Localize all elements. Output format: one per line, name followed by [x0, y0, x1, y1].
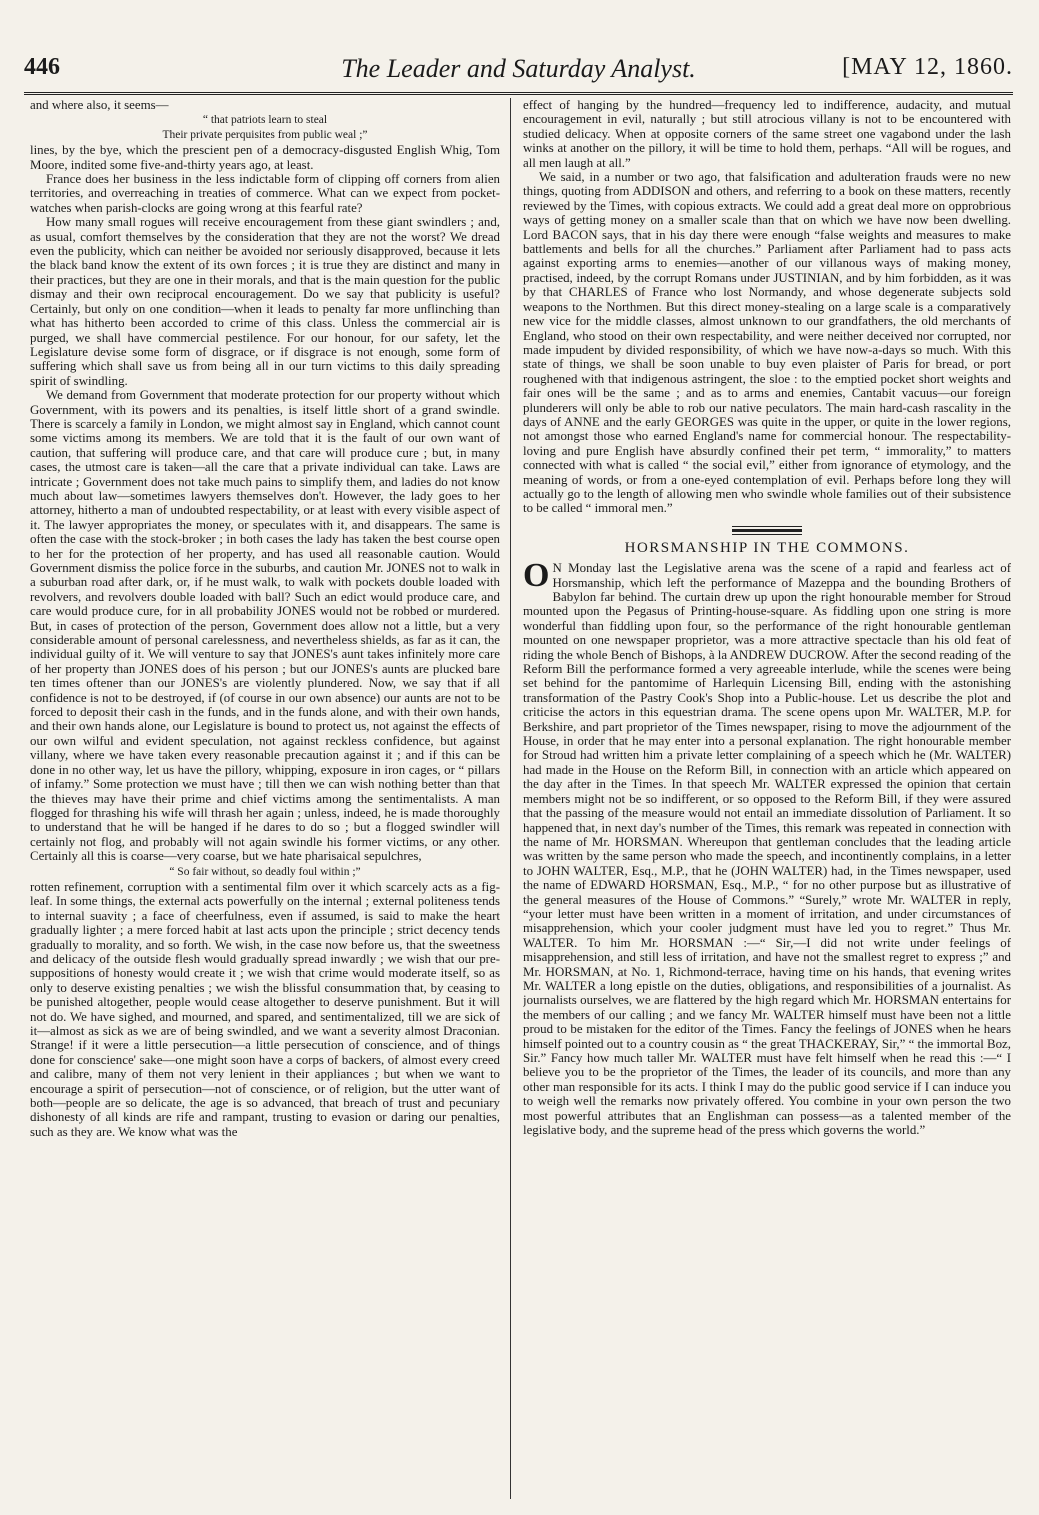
verse-quote-2: “ So fair without, so deadly foul within ;”	[169, 865, 361, 878]
right-paragraph-3-text: N Monday last the Legislative arena was the scene of a rapid and fearless act of Horsmanship, which left the performance of Mazeppa and the bounding Brothers of Babylon far behind. The curtain drew up upon the right honourable member for Stroud mounted upon the Pegasus of Printing-house-square. As fiddling upon one string is more wonderful than fiddling upon four, so the performance of the right honourable gentleman mounted on one newspaper proprietor, was a more attractive spectacle than his old feat of riding the whole Bench of Bishops, à la ANDREW DUCROW. After the second reading of the Reform Bill the performance formed a very agreeable interlude, while the scenes were being set behind for the pantomime of Harlequin Licensing Bill, ending with the astonishing transformation of the Pastry Cook's Shop into a Public-house. Let us describe the plot and criticise the actors in this equestrian drama. The scene opens upon Mr. WALTER, M.P. for Berkshire, and part proprietor of the Times newspaper, rising to move the adjournment of the House, in order that he may enter into a personal explanation. The right honourable member for Stroud had written him a private letter complaining of a speech which he (Mr. WALTER) had made in the House on the Reform Bill, in connection with an article which appeared on the day after in the Times. In that speech Mr. WALTER expressed the opinion that certain members might not be so indifferent, or so opposed to the Reform Bill, if they were assured that the passing of the measure would not entail an immediate dissolution of Parliament. It so happened that, in next day's number of the Times, this remark was repeated in connection with the name of Mr. HORSMAN. Whereupon that gentleman concludes that the leading article was written by the same person who made the speech, and incontinently complains, in a letter to JOHN WALTER, Esq., M.P., that he (JOHN WALTER) had, in the Times newspaper, used the name of EDWARD HORSMAN, Esq., M.P., “ for no other purpose but as illustrative of the general measures of the House of Commons.” “Surely,” wrote Mr. WALTER in reply, “your letter must have been written in a moment of irritation, and under circumstances of misapprehension, which your cooler judgment must have led you to regret.” Thus Mr. WALTER. To him Mr. HORSMAN :—“ Sir,—I did not write under feelings of misapprehension, and still less of irritation, and have not the smallest regret to express ;” and Mr. HORSMAN, at No. 1, Richmond-terrace, having time on his hands, that evening writes Mr. WALTER a long epistle on the duties, obligations, and responsibilities of a journalist. As journalists ourselves, we are flattered by the high regard which Mr. HORSMAN entertains for the members of our calling ; and we fancy Mr. WALTER himself must have been not a little proud to be mistaken for the editor of the Times. Fancy the feelings of JONES when he hears himself pointed out to a country cousin as “ the great THACKERAY, Sir,” “ the immortal Boz, Sir.” Fancy how much taller Mr. WALTER must have felt himself when he read this :—“ I believe you to be the proprietor of the Times, the leader of its councils, and more than any other man responsible for its acts. I think I may do the public good service if I can induce you to weigh well the remarks now privately offered. You combine in your own person the two most powerful attributes that an Englishman can possess—as a talented member of the legislative body, and the supreme head of the press which governs the world.”	[523, 561, 1011, 1138]
verse-line-2: Their private perquisites from public weal ;”	[162, 128, 368, 141]
article-headline: HORSMANSHIP IN THE COMMONS.	[624, 539, 910, 556]
right-paragraph-2: We said, in a number or two ago, that falsification and adulteration frauds were no new things, quoting from ADDISON and others, and referring to a book on these matters, recently reviewed by the Times, with copious extracts. We could add a great deal more on opprobrious ways of getting money on a smaller scale than that on which we have now been dwelling. Lord BACON says, that in his day there were enough “false weights and measures to make battlements and bells for all the churches.” Parliament after Parliament had to pass acts against exporting arms to enemies—another of our villanous ways of making money, practised, indeed, by the corrupt Romans under JUSTINIAN, and by him forbidden, as it was by that CHARLES of France who lost Normandy, and whose degenerate subjects sold weapons to the Northmen. But this direct money-stealing on a large scale is a comparatively new vice for the middle classes, almost unknown to our grandfathers, the old merchants of England, who stood on their own respectability, and were neither deceived nor corrupted, nor made impudent by divided responsibility, of which we have now-a-days so much. With this state of things, we shall be soon unable to buy even plaister of Paris for bread, or port roughened with that indigenous astringent, the sloe : to the emptied pocket short weights and fair ones will be the same ; and as to arms and enemies, Cantabit vacuus—our foreign plunderers will only be able to rob our native peculators. The main hard-cash rascality in the days of ANNE and the early GEORGES was quite in the upper, or quite in the lower regions, not amongst those who earned England's name for commercial honour. The respectability-loving and pure English have absurdly confined their pet term, “ immorality,” to matters connected with what is called “ the social evil,” either from ignorance of etymology, and the meaning of words, or from a one-eyed contemplation of evil. Perhaps before long they will actually go to the length of allowing men who swindle whole families out of their subsistence to be called “ immoral men.”	[523, 170, 1011, 516]
right-column	[523, 98, 1011, 1499]
right-paragraph-1: effect of hanging by the hundred—frequency led to indifference, audacity, and mutual encouragement in evil, naturally ; but still atrocious villany is not to be encountered with studied delicacy. When at opposite corners of the same street one vagabond under the lash winks at another on the pillory, it will be time to hold them, perhaps. “All will be rogues, and all men laugh at all.”	[523, 98, 1011, 170]
verse-line-1: “ that patriots learn to steal	[202, 114, 328, 127]
column-divider	[510, 98, 511, 1499]
left-column	[30, 98, 500, 1499]
verse-quote-1	[30, 113, 500, 142]
left-paragraph-1: and where also, it seems—	[30, 98, 169, 112]
left-paragraph-6: rotten refinement, corruption with a sentimental film over it which scarcely acts as a fig-leaf. In some things, the external acts powerfully on the internal ; external politeness tends to internal suavity ; a face of cheerfulness, even if assumed, is said to make the heart gradually lighter ; a mere forced habit at last acts upon the principle ; strict decency tends gradually to morality, and so forth. We wish, in the case now before us, that the sweetness and delicacy of the outside flesh would gradually spread inwardly ; we wish that our pre-suppositions of honesty would create it ; we wish that crime would moderate itself, so as only to deserve existing penalties ; we wish the blissful consummation that, by ceasing to be punished altogether, people would cease altogether to deserve punishment. But it will not do. We have sighed, and mourned, and spared, and sentimentalized, till we are sick of it—almost as sick as we are of being swindled, and we want a severity almost Draconian. Strange! if it were a little persecution—a little persecution of conscience, and of things done for conscience' sake—one might soon have a corps of backers, of almost every creed and calibre, many of them not very lenient in their appliances ; but when we want to encourage a spirit of persecution—not of conscience, or of religion, but the utter want of both—people are so delicate, the age is so advanced, that breach of trust and pecuniary dishonesty of all kinds are rife and rampant, trusting to evasion or daring our penalties, such as they are. We know what was the	[30, 879, 500, 1139]
drop-cap: O	[523, 557, 550, 595]
left-paragraph-2: lines, by the bye, which the prescient pen of a democracy-disgusted English Whig, Tom Moore, indited some five-and-thirty years ago, at least.	[30, 143, 500, 172]
header-rule	[24, 92, 1013, 95]
left-paragraph-5: We demand from Government that moderate protection for our property without which Government, with its powers and its penalties, is itself little short of a grand swindle. There is scarcely a family in London, we might almost say in England, which cannot count some victims among its members. We are told that it is the fault of our own want of caution, that suffering will produce care, and that care will produce cure ; but, in many cases, the utmost care is taken—all the care that a private individual can take. Laws are intricate ; Government does not take much pains to simplify them, and ladies do not know much about law—sometimes lawyers themselves don't. However, the lady goes to her attorney, hitherto a man of undoubted respectability, or at least with every visible aspect of it. The lawyer appropriates the money, or speculates with it, and disappears. The same is often the case with the stock-broker ; in both cases the lady has taken the best course open to her for the protection of her property, and has used all reasonable caution. Would Government dismiss the police force in the suburbs, and caution Mr. JONES not to walk in a suburban road after dark, or, if he must walk, to walk with pockets double loaded with revolvers, and revolvers double loaded with ball? Such an edict would produce care, and care would produce cure, for in all probability JONES would not be robbed or murdered. But, in cases of protection of the person, Government does allow not a little, but a very considerable amount of personal carelessness, and nevertheless shields, as far as it can, the individual guilty of it. We will venture to say that JONES's aunt takes infinitely more care of her property than JONES does of his person ; but our JONES's aunts are plucked bare ten times oftener than our JONES's are violently plundered. Now, we say that if all confidence is not to be destroyed, if (of course in our own absence) our aunts are not to be forced to deposit their cash in the funds, and in the funds alone, and with their own hands, and their own hands alone, our Legislature is bound to protect us, not against the effects of our own wilful and evident speculation, not against reckless confidence, but against villany, where we have taken every reasonable precaution against it ; and if this can be done in no other way, let us have the pillory, whipping, exposure in iron cages, or “ pillars of infamy.” Some protection we must have ; till then we can wish nothing better than that the thieves may have their prime and chief victims among the sentimentalists. A man flogged for thrashing his wife will thrash her again ; unless, indeed, he is made thoroughly to understand that he will be hanged if he dares to do so ; but a flogged swindler will certainly not flog, and probably will not again swindle his former victims, or any other. Certainly all this is coarse—very coarse, but we hate pharisaical sepulchres,	[30, 388, 500, 864]
left-paragraph-3: France does her business in the less indictable form of clipping off corners from alien territories, and overreaching in treaties of commerce. What can we expect from pocket-watches when parish-clocks are going wrong at this fearful rate?	[30, 172, 500, 215]
left-paragraph-4: How many small rogues will receive encouragement from these giant swindlers ; and, as usual, comfort themselves by the consideration that they are not the worst? We dread even the publicity, which can neither be avoided nor seriously disapproved, because it lets the black band know the extent of its own forces ; it is true they are distinct and many in their practices, but they are one in their morals, and that is the main question for the public dismay and their own reciprocal encouragement. Do we say that publicity is useful? Certainly, but only on one condition—when it leads to penalty far more unflinching than what has hitherto been accorded to crime of this class. Unless the commercial air is purged, we shall have commercial pestilence. For our honour, for our safety, let the Legislature devise some form of disgrace, or if disgrace is not enough, some form of suffering which shall save us from being all in our turn victims to this daily spreading spirit of swindling.	[30, 215, 500, 388]
section-rule	[732, 526, 802, 535]
issue-date: [MAY 12, 1860.	[842, 54, 1013, 80]
page-number: 446	[24, 54, 60, 80]
right-paragraph-3	[523, 557, 1011, 1138]
page-header	[24, 50, 1013, 90]
running-title: The Leader and Saturday Analyst.	[341, 54, 696, 83]
